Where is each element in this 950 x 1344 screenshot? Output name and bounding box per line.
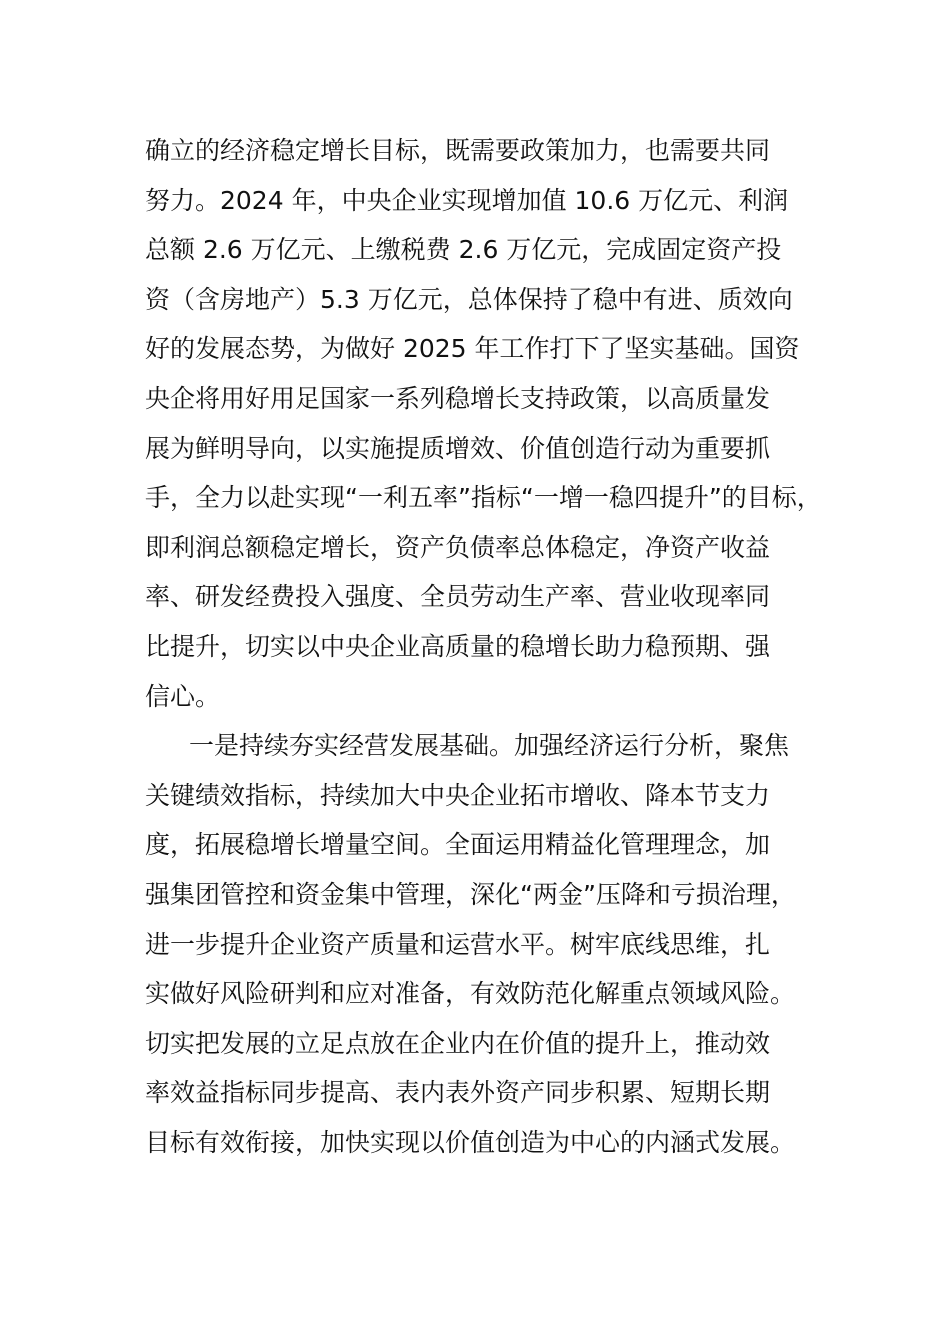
paragraph-first-line: 一是持续夯实经营发展基础。加强经济运行分析，聚焦 [189, 731, 790, 761]
text-line: 信心。 [145, 681, 221, 711]
text-line: 总额 2.6 万亿元、上缴税费 2.6 万亿元，完成固定资产投 [145, 235, 782, 265]
document-body [145, 126, 825, 1167]
text-line: 进一步提升企业资产质量和运营水平。树牢底线思维，扎 [145, 929, 771, 959]
text-line: 好的发展态势，为做好 2025 年工作打下了坚实基础。国资 [145, 334, 800, 364]
text-line: 央企将用好用足国家一系列稳增长支持政策，以高质量发 [145, 383, 771, 413]
text-line: 资（含房地产）5.3 万亿元，总体保持了稳中有进、质效向 [145, 284, 793, 314]
text-line: 强集团管控和资金集中管理，深化“两金”压降和亏损治理， [145, 879, 796, 909]
text-line: 率效益指标同步提高、表内表外资产同步积累、短期长期 [145, 1078, 771, 1108]
text-line: 实做好风险研判和应对准备，有效防范化解重点领域风险。 [145, 979, 796, 1009]
text-line: 即利润总额稳定增长，资产负债率总体稳定，净资产收益 [145, 532, 771, 562]
text-line: 率、研发经费投入强度、全员劳动生产率、营业收现率同 [145, 582, 771, 612]
text-line: 目标有效衔接，加快实现以价值创造为中心的内涵式发展。 [145, 1127, 796, 1157]
text-line: 努力。2024 年，中央企业实现增加值 10.6 万亿元、利润 [145, 185, 789, 215]
text-line: 比提升，切实以中央企业高质量的稳增长助力稳预期、强 [145, 631, 771, 661]
text-line: 切实把发展的立足点放在企业内在价值的提升上，推动效 [145, 1028, 771, 1058]
text-line: 手，全力以赴实现“一利五率”指标“一增一稳四提升”的目标， [145, 483, 822, 513]
text-line: 关键绩效指标，持续加大中央企业拓市增收、降本节支力 [145, 780, 771, 810]
text-line: 展为鲜明导向，以实施提质增效、价值创造行动为重要抓 [145, 433, 771, 463]
text-line: 度，拓展稳增长增量空间。全面运用精益化管理理念，加 [145, 830, 771, 860]
text-line: 确立的经济稳定增长目标，既需要政策加力，也需要共同 [145, 136, 771, 165]
